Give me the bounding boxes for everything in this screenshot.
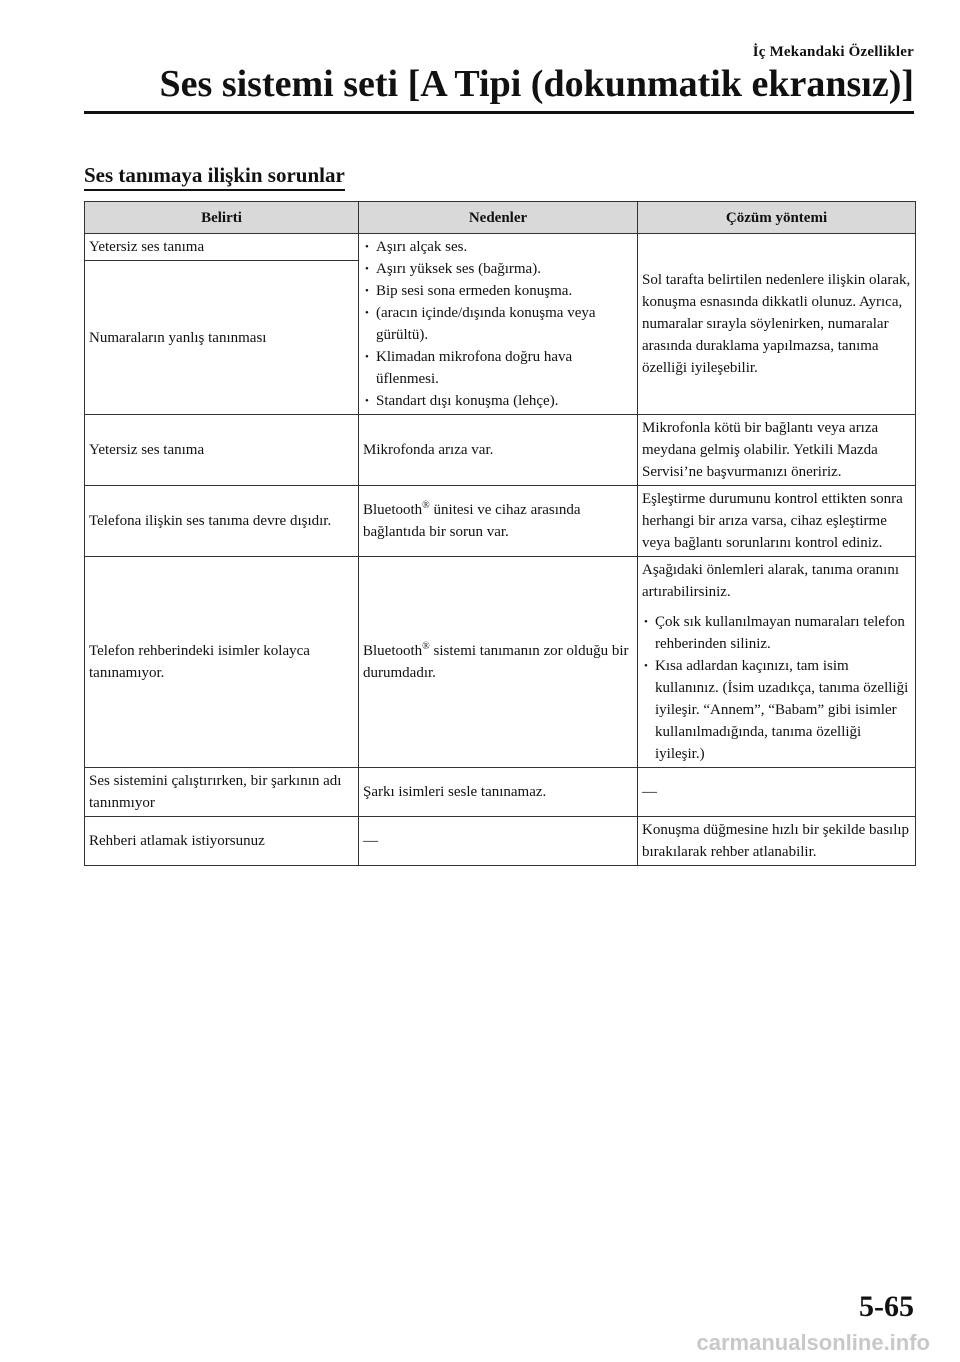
symptom-cell: Rehberi atlamak istiyorsunuz <box>85 817 359 866</box>
symptom-cell: Yetersiz ses tanıma <box>85 234 359 261</box>
solution-cell: Eşleştirme durumunu kontrol ettikten sonra herhangi bir arıza varsa, cihaz eşleştirme veya bağlantı sorunlarını kontrol ediniz. <box>638 486 916 557</box>
symptom-cell: Numaraların yanlış tanınması <box>85 261 359 415</box>
cause-cell <box>359 486 638 557</box>
chapter-label: İç Mekandaki Özellikler <box>752 44 914 60</box>
troubleshooting-table <box>84 201 916 866</box>
table-row <box>85 234 916 261</box>
page-number: 5-65 <box>859 1290 914 1323</box>
list-item: • Aşırı alçak ses. <box>363 236 633 258</box>
symptom-cell: Telefon rehberindeki isimler kolayca tanınamıyor. <box>85 557 359 768</box>
symptom-cell: Yetersiz ses tanıma <box>85 415 359 486</box>
solution-cell: Mikrofonla kötü bir bağlantı veya arıza meydana gelmiş olabilir. Yetkili Mazda Servisi’ne başvurmanızı öneririz. <box>638 415 916 486</box>
list-item: • (aracın içinde/dışında konuşma veya gürültü). <box>363 302 633 346</box>
causes-cell <box>359 234 638 415</box>
list-item: • Çok sık kullanılmayan numaraları telefon rehberinden siliniz. <box>642 611 911 655</box>
table-row <box>85 817 916 866</box>
symptom-cell: Ses sistemini çalıştırırken, bir şarkının adı tanınmıyor <box>85 768 359 817</box>
solution-intro: Aşağıdaki önlemleri alarak, tanıma oranını artırabilirsiniz. <box>642 562 899 600</box>
list-item: • Kısa adlardan kaçınızı, tam isim kullanınız. (İsim uzadıkça, tanıma özelliği iyileşir. “Annem”, “Babam” gibi isimler kullanılmadığında, tanıma özelliği iyileşir.) <box>642 655 911 765</box>
table-row <box>85 486 916 557</box>
cause-cell: ― <box>359 817 638 866</box>
table-header-row <box>85 202 916 234</box>
page-title: Ses sistemi seti [A Tipi (dokunmatik ekransız)] <box>159 63 914 105</box>
solution-cell: Sol tarafta belirtilen nedenlere ilişkin olarak, konuşma esnasında dikkatli olunuz. Ayrıca, numaralar sırayla söylenirken, numaralar arasında duraklama yapılmazsa, tanıma özelliği iyileşebilir. <box>638 234 916 415</box>
section-title: Ses tanımaya ilişkin sorunlar <box>84 163 345 191</box>
column-header-causes: Nedenler <box>359 202 638 234</box>
column-header-symptom: Belirti <box>85 202 359 234</box>
list-item: • Standart dışı konuşma (lehçe). <box>363 390 633 412</box>
solution-cell: ― <box>638 768 916 817</box>
cause-text: ünitesi ve cihaz arasında bağlantıda bir sorun var. <box>363 502 581 540</box>
cause-text: sistemi tanımanın zor olduğu bir durumdadır. <box>363 643 629 681</box>
list-item: • Bip sesi sona ermeden konuşma. <box>363 280 633 302</box>
list-item: • Aşırı yüksek ses (bağırma). <box>363 258 633 280</box>
causes-list <box>363 236 633 412</box>
table-row <box>85 415 916 486</box>
cause-cell: Şarkı isimleri sesle tanınamaz. <box>359 768 638 817</box>
list-item: • Klimadan mikrofona doğru hava üflenmesi. <box>363 346 633 390</box>
bluetooth-brand: Bluetooth <box>363 643 423 659</box>
registered-mark: ® <box>422 500 430 511</box>
symptom-cell: Telefona ilişkin ses tanıma devre dışıdır. <box>85 486 359 557</box>
bluetooth-brand: Bluetooth <box>363 502 423 518</box>
table-row <box>85 768 916 817</box>
solution-list <box>642 611 911 765</box>
solution-cell <box>638 557 916 768</box>
table-row <box>85 557 916 768</box>
header-rule <box>84 111 914 114</box>
watermark: carmanualsonline.info <box>696 1330 930 1355</box>
cause-cell: Mikrofonda arıza var. <box>359 415 638 486</box>
solution-cell: Konuşma düğmesine hızlı bir şekilde basılıp bırakılarak rehber atlanabilir. <box>638 817 916 866</box>
cause-cell <box>359 557 638 768</box>
registered-mark: ® <box>422 641 430 652</box>
column-header-solution: Çözüm yöntemi <box>638 202 916 234</box>
